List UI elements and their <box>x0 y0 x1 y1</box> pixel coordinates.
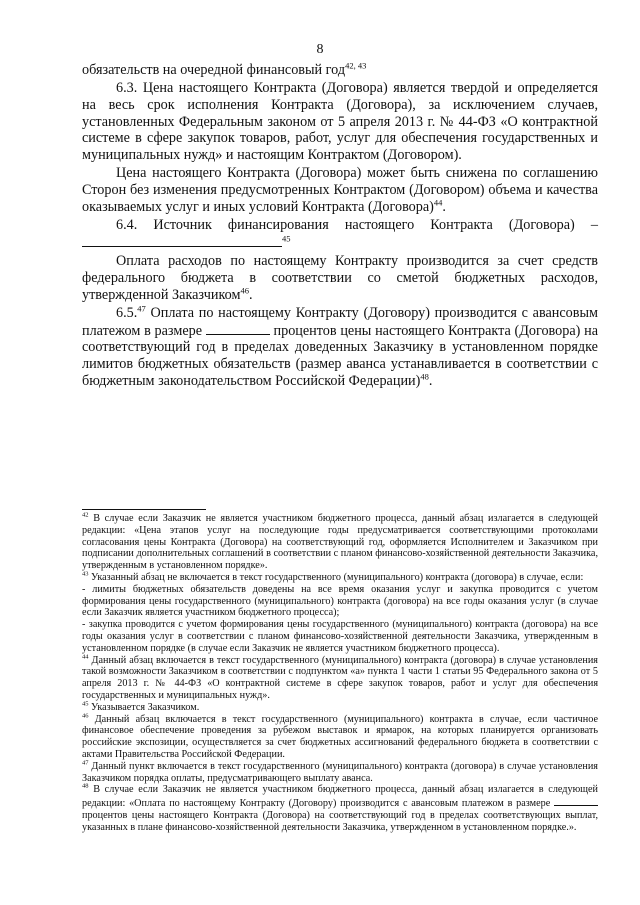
footnote-number: 47 <box>82 759 89 767</box>
word: Контракта <box>430 216 493 233</box>
paragraph-price-reduction: Цена настоящего Контракта (Договора) может быть снижена по соглашению Сторон без изменения предусмотренных Контрактом (Договором) объема и качества оказываемых услуг и иных условий Контракта (Договора)$^{44}$. <box>82 165 598 215</box>
footnote-ref: 45 <box>282 232 291 243</box>
footnote-ref: 44 <box>433 196 443 207</box>
footnote-text: Указывается Заказчиком. <box>88 701 200 713</box>
footnote-text: Данный абзац включается в текст государственного (муниципального) контракта в случае, если частичное финансовое обеспечение проведения за рубежом выставок и ярмарок, на которых планируется организовать российские экспозиции, осуществляется за счет бюджетных ассигнований федерального бюджета в соответствии с актами Правительства Российской Федерации. <box>82 713 598 760</box>
word: (Договора) <box>508 216 575 233</box>
footnote-47 <box>82 761 598 785</box>
word: – <box>590 216 598 233</box>
footnote-ref: 46 <box>240 284 249 295</box>
footnote-48 <box>82 784 598 833</box>
word: настоящего <box>344 216 415 233</box>
page-number: 8 <box>316 42 324 57</box>
paragraph-text: Оплата по настоящему Контракту (Договору) производится с авансовым платежом в размере <box>82 304 598 339</box>
paragraph-text: процентов цены настоящего Контракта (Договора) на соответствующий год в пределах доведенных Заказчику в установленном порядке лимитов бюджетных обязательств (размер аванса устанавливается в соответствии с бюджетным законодательством Российской Федерации) <box>82 322 599 389</box>
footnote-number: 46 <box>82 712 89 720</box>
word: Источник <box>153 216 212 233</box>
paragraph-continuation <box>82 62 598 79</box>
word: 6.4. <box>116 216 138 233</box>
footnote-46 <box>82 714 598 761</box>
funding-source-row <box>82 217 598 234</box>
paragraph-text: Оплата расходов по настоящему Контракту производится за счет средств федерального бюджета в соответствии со сметой бюджетных расходов, утвержденной Заказчиком <box>82 253 598 303</box>
footnote-43 <box>82 572 598 584</box>
paragraph-text: обязательств на очередной финансовый год <box>82 62 346 78</box>
footnote-text: процентов цены настоящего Контракта (Договора) на соответствующий год в пределах соответствующих выплат, указанных в плане финансово-хозяйственной деятельности Заказчика, утвержденном в установленном порядке.». <box>82 809 598 833</box>
footnote-number: 45 <box>82 700 89 708</box>
main-text <box>82 62 598 391</box>
paragraph-6-3 <box>82 80 598 164</box>
fill-in-blank <box>82 234 282 247</box>
paragraph-6-5: 6.5.47 Оплата по настоящему Контракту (Договору) производится с авансовым платежом в размере процентов цены настоящего Контракта (Договора) на соответствующий год в пределах доведенных Заказчику в установленном порядке лимитов бюджетных обязательств (размер аванса устанавливается в соответствии с бюджетным законодательством Российской Федерации)$^{48}$. <box>82 303 599 389</box>
footnote-ref: 42, 43 <box>345 60 367 71</box>
footnote-45 <box>82 702 598 714</box>
footnote-text: В случае если Заказчик не является участником бюджетного процесса, данный абзац излагается в следующей редакции: «Цена этапов услуг на последующие годы предусматривается соответствующими протоколами согласования цены Контракта (Договора) на соответствующий год, оформляется Исполнителем и Заказчиком при подписании дополнительных соглашений в соответствии с планом финансово-хозяйственной деятельности Заказчика, утвержденным в установленном порядке». <box>82 513 598 572</box>
footnote-text: - лимиты бюджетных обязательств доведены на все время оказания услуг и закупка проводится с учетом формирования цены государственного (муниципального) контракта (договора) на все годы оказания услуг (в случае если Заказчик является участником бюджетного процесса); <box>82 583 598 619</box>
paragraph-6-4 <box>82 217 598 251</box>
footnote-ref: 48 <box>420 370 429 381</box>
footnote-43-item-a <box>82 584 598 619</box>
footnote-text: Данный пункт включается в текст государственного (муниципального) контракта (договора) в случае установления Заказчиком порядка оплаты, предусматривающего выплату аванса. <box>82 760 598 784</box>
fill-in-blank <box>206 322 270 335</box>
fill-in-blank <box>554 796 598 806</box>
footnote-43-item-b <box>82 619 598 654</box>
footnote-text: В случае если Заказчик не является участником бюджетного процесса, данный абзац излагается в следующей редакции: «Оплата по настоящему Контракту (Договору) производится с авансовым платежом в размере <box>82 784 598 810</box>
paragraph-payment-expenses: Оплата расходов по настоящему Контракту производится за счет средств федерального бюджета в соответствии со сметой бюджетных расходов, утвержденной Заказчиком$^{46}$. <box>82 253 598 303</box>
paragraph-text: 6.3. Цена настоящего Контракта (Договора) является твердой и определяется на весь срок исполнения Контракта (Договора), за исключением случаев, установленных Федеральным законом от 5 апреля 2013 г. № 44-ФЗ «О контрактной системе в сфере закупок товаров, работ, услуг для обеспечения государственных и муниципальных нужд» и настоящим Контрактом (Договором). <box>82 80 598 164</box>
footnote-text: Данный абзац включается в текст государственного (муниципального) контракта (договора) в случае установления такой возможности Заказчиком в соответствии с подпунктом «а» пункта 1 части 1 статьи 95 Федерального закона от 5 апреля 2013 г. № 44-ФЗ «О контрактной системе в сфере закупок товаров, работ и услуг для обеспечения государственных и муниципальных нужд». <box>82 654 598 701</box>
footnote-number: 42 <box>82 511 89 519</box>
footnote-44 <box>82 655 598 702</box>
footnote-ref: 47 <box>137 303 146 314</box>
footnote-text: Указанный абзац не включается в текст государственного (муниципального) контракта (договора) в случае, если: <box>88 571 584 583</box>
footnote-text: - закупка проводится с учетом формирования цены государственного (муниципального) контракта (договора) на все годы оказания услуг в соответствии с планом финансово-хозяйственной деятельности Заказчика, утвержденным в установленном порядке (в случае если Заказчик не является участником бюджетного процесса). <box>82 619 598 654</box>
word: финансирования <box>227 216 329 233</box>
footnote-number: 44 <box>82 653 89 661</box>
footnote-number: 48 <box>82 782 89 790</box>
footnote-42 <box>82 513 598 572</box>
footnote-number: 43 <box>82 570 89 578</box>
footnotes <box>82 513 598 834</box>
clause-number: 6.5. <box>116 304 138 321</box>
footnote-separator <box>82 509 206 510</box>
paragraph-text: Цена настоящего Контракта (Договора) может быть снижена по соглашению Сторон без изменения предусмотренных Контрактом (Договором) объема и качества оказываемых услуг и иных условий Контракта (Договора) <box>82 165 598 215</box>
